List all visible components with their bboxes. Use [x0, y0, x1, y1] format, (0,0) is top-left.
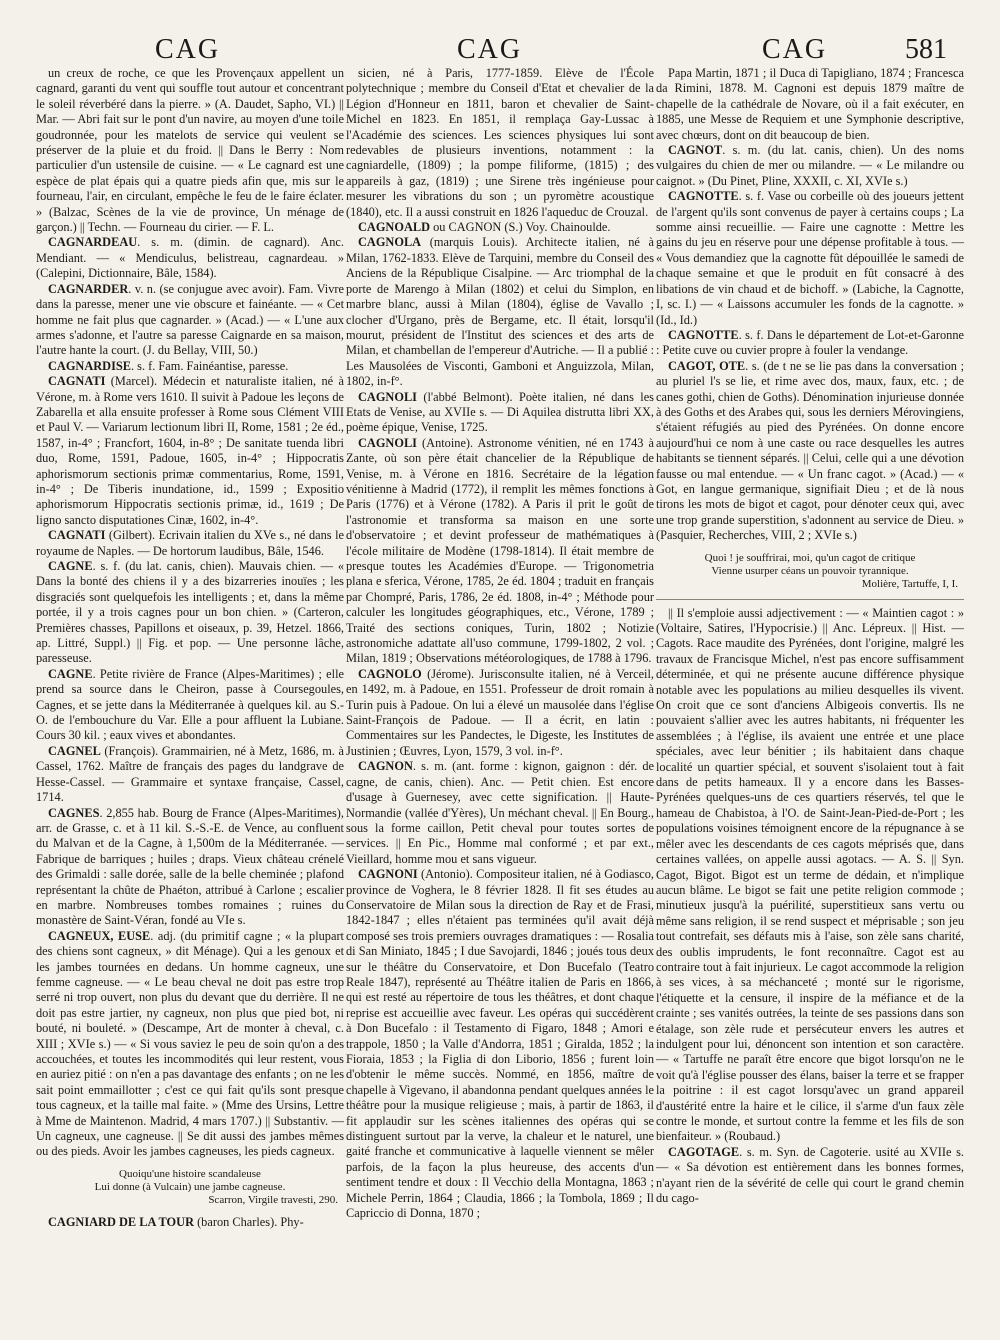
headword: CAGNEUX, EUSE [48, 928, 151, 943]
headword: CAGNOTTE [668, 189, 739, 204]
column-3 [656, 66, 964, 1338]
entry-cagotage: CAGOTAGE. s. m. Syn. de Cagoterie. usité au XVIIe s. — « Sa dévotion est entièrement dans les bonnes formes, n'ayant rien de la sévérité de celle qui court le grand chemin du cago- [656, 1144, 964, 1206]
entry-cagne-river: CAGNE. Petite rivière de France (Alpes-Maritimes) ; elle prend sa source dans le Cheiron, passe à Coursegoules, Cagnes, et se jette dans la Méditerranée à quelques kil. au S.-O. de l'embouchure du Var. Elle a pour affluent la Lubiane. Cours 30 kil. ; eaux vives et abondantes. [36, 666, 344, 743]
entry-cagniard: CAGNIARD DE LA TOUR (baron Charles). Phy- [48, 1214, 304, 1229]
verse-line: Quoiqu'une histoire scandaleuse [119, 1167, 261, 1180]
verse-line: Vienne usurper céans un pouvoir tyrannique. [711, 564, 909, 577]
verse-line: Quoi ! je souffrirai, moi, qu'un cagot de critique [704, 551, 916, 564]
headword: CAGNATI [48, 528, 106, 543]
verse-line: Lui donne (à Vulcain) une jambe cagneuse. [94, 1180, 286, 1193]
headword: CAGNONI [358, 867, 418, 882]
headword: CAGOTAGE [668, 1144, 740, 1159]
header-right: CAG [762, 34, 828, 65]
entry-cagneux: CAGNEUX, EUSE. adj. (du primitif cagne ; « la plupart des chiens sont cagneux, » dit Ménage). Qui a les genoux et les jambes tournées en dedans. Un homme cagneux, une femme cagneuse. — « Le beau cheval ne doit pas estre trop serré ni trop ouvert, non plus du devant que du derrière. Il ne doit pas estre jartier, ny cagneux, non plus que pied bot, ni bouté, ni bouleté. » (Descampe, Art de monter à cheval, c. XIII ; XVIe s.) — « Si vous saviez le peu de soin qu'on a des accouchées, et toutes les incommodités qui leur restent, vous en auriez pitié : on n'en a pas davantage des enfants ; on ne les sait point emmaillotter ; c'est ce qui fait qu'ils sont presque tous cagneux, et la taille mal faite. » (Mme des Ursins, Lettre à Mme de Maintenon. Madrid, 4 mars 1707.) || Substantiv. — Un cagneux, une cagneuse. || Se dit aussi des jambes mêmes ou des pieds. Avoir les jambes cagneuses, les pieds cagneux. [36, 928, 344, 1159]
entry-cagnola: CAGNOLA (marquis Louis). Architecte italien, né à Milan, 1762-1833. Elève de Tarquini, membre du Conseil des Anciens de la République Cisalpine. — Arc triomphal de la porte de Marengo à Milan (1802) et celui du Simplon, en marbre blanc, aussi à Milan (1804), église de Vavallo ; clocher d'Urgano, près de Bergame, etc. Il était, lorsqu'il mourut, président de l'Institut des sciences et des arts de Milan, et chambellan de l'empereur d'Autriche. — Il a publié : Les Mausolées de Visconti, Gamboni et Anguizzola, Milan, 1802, in-f°. [346, 235, 654, 389]
headword: CAGNE [48, 666, 93, 681]
entry-cagniard-cont: sicien, né à Paris, 1777-1859. Elève de l'École polytechnique ; membre du Conseil d'Etat et chevalier de la Légion d'Honneur en 1811, baron et chevalier de Saint-Michel en 1823. En 1851, il remplaça Gay-Lussac à l'Académie des sciences. Les sciences physiques lui sont redevables de plusieurs inventions, notamment : la cagniardelle, (1809) ; la pompe filiforme, (1815) ; des appareils à gaz, (1819) ; une Sirene très ingénieuse pour mesurer les vibrations du son ; un pyromètre acoustique (1840), etc. Il a aussi construit en 1826 l'aqueduc de Crouzal. [346, 66, 654, 219]
headword: CAGNIARD DE LA TOUR [48, 1214, 194, 1229]
headword: CAGNOLA [358, 235, 422, 250]
headword: CAGNES [48, 805, 100, 820]
entry-cagnoli-belmont: CAGNOLI (l'abbé Belmont). Poète italien, né dans les Etats de Venise, au XVIIe s. — Di Aquilea distrutta libri XX, poème épique, Venise, 1725. [346, 389, 654, 435]
column-1 [36, 66, 344, 1338]
entry-cagnardeau: CAGNARDEAU. s. m. (dimin. de cagnard). Anc. Mendiant. — « Mendiculus, belistreau, cagnardeau. » (Calepini, Dictionnaire, Bâle, 1584). [36, 235, 344, 281]
entry-cagot-cont: || Il s'emploie aussi adjectivement : — « Maintien cagot : » (Voltaire, Satires, l'Hypocrisie.) || Anc. Lépreux. || Hist. — Cagots. Race maudite des Pyrénées, dont l'origine, malgré les travaux de Francisque Michel, n'est pas encore suffisamment déterminée, et qui ne présente aucune différence physique notable avec les populations au milieu desquelles ils vivent. On croit que ce sont d'anciens Albigeois convertis. Ils ne pouvaient s'allier avec les autres habitants, ni fréquenter les assemblées ; à l'église, ils avaient une entrée et une place spéciales, avec leur bénitier ; ils habitaient dans chaque localité un quartier spécial, et souvent s'isolaient tout à fait dans de petits hameaux. Il y a encore dans les Basses-Pyrénées quelques-uns de ces quartiers réservés, tel que le hameau de Chabistoa, à l'O. de Saint-Jean-Pied-de-Port ; les populations voisines témoignent encore de la répugnance à se mêler avec les descendants de ces cagots méprisés que, dans certaines vallées, on appelle aussi agotacs. — A. S. || Syn. Cagot, Bigot. Bigot est un terme de dédain, et n'implique aucun blâme. Le bigot se fait une petite religion commode ; minutieux jusqu'à la puérilité, superstitieux sans vertu ou même sans religion, il se rend suspect et méprisable ; son jeu tout contrefait, ses défauts mis à l'aise, son zèle sans charité, des oublis imprudents, le font reconnaître. Cagot est au contraire tout à fait injurieux. Le cagot accommode la religion à ses vices, à sa méchanceté ; monté sur le rigorisme, l'étiquette et la censure, il inspire de la méfiance et de la crainte ; ses vanités outrées, la teinte de ses passions dans son étalage, son zèle rude et persécuteur envers les autres et indulgent pour lui, dénoncent son intention et son caractère. — « Tartuffe ne paraît être encore que bigot lorsqu'on ne le voit qu'à l'église pousser des élans, baiser la terre et se frapper la poitrine : il est cagot lorsqu'avec un grand appareil d'austérité entre la haire et le cilice, il s'arme d'un faux zèle contre le monde, et surtout contre la femme et les fils de son bienfaiteur. » (Roubaud.) [656, 605, 964, 1144]
entry-cagnoni-cont: Papa Martin, 1871 ; il Duca di Tapigliano, 1874 ; Francesca da Rimini, 1878. M. Cagnoni est depuis 1879 maître de chapelle de la cathédrale de Novare, où il a fait exécuter, en 1885, une Messe de Requiem et une Symphonie descriptive, avec chœurs, dont on dit beaucoup de bien. [656, 66, 964, 142]
verse-source: Molière, Tartuffe, I, I. [861, 577, 958, 590]
header-center: CAG [457, 34, 523, 65]
headword: CAGNEL [48, 743, 101, 758]
headword: CAGNOLI [358, 435, 417, 450]
entry-cagnoald: CAGNOALD ou CAGNON (S.) Voy. Chainoulde. [358, 220, 611, 235]
entry-cagnarder: CAGNARDER. v. n. (se conjugue avec avoir). Fam. Vivre dans la paresse, mener une vie obscure et fainéante. — « Cet homme ne fait plus que cagnarder. » (Acad.) — « L'une aux armes s'adonne, et l'autre sa paresse Caignarde en sa maison, l'autre hante la court. (J. du Bellay, VIII, 50.) [36, 281, 344, 358]
entry-cagot: CAGOT, OTE. s. (de t ne se lie pas dans la conversation ; au pluriel l's se lie, et rime avec dos, maux, faux, etc. ; de canes gothi, chien de Goths). Dénomination injurieuse donnée à des Goths et des Arabes qui, sous les derniers Mérovingiens, s'étaient réfugiés au pied des Pyrénées. On donne encore aujourd'hui ce nom à une caste ou race desquelles les autres habitants se tiennent séparés. || Celui, celle qui a une dévotion fausse ou mal entendue. — « Un franc cagot. » (Acad.) — « Got, en langue germanique, signifiait Dieu ; et de là nous tirons les mots de bigot et cagot, pour dénoter ceux qui, avec une trop grande superstition, s'adonnent au service de Dieu. » (Pasquier, Recherches, VIII, 2 ; XVIe s.) [656, 358, 964, 543]
headword: CAGNARDEAU [48, 235, 138, 250]
entry-cagnotte: CAGNOTTE. s. f. Vase ou corbeille où des joueurs jettent de l'argent qu'ils sont convenus de payer à certains coups ; La somme ainsi recueillie. — Faire une cagnotte : Mettre les gains du jeu en réserve pour une dépense profitable à tous. — « Vous demandiez que la cagnotte fût dépouillée le samedi de chaque semaine et que le produit en fût consacré à des libations de vin chaud et de bichoff. » (Labiche, la Cagnotte, I, sc. I.) — « Laissons accumuler les fonds de la cagnotte. » (Id., Id.) [656, 189, 964, 327]
headword: CAGNARDISE [48, 358, 131, 373]
page-number: 581 [905, 34, 947, 65]
headword: CAGNOTTE [668, 327, 739, 342]
entry-cagnoni: CAGNONI (Antonio). Compositeur italien, né à Godiasco, province de Voghera, le 8 février 1828. Il fit ses études au Conservatoire de Milan sous la direction de Ray et de Frasi, 1842-1847 ; elles n'étaient pas terminées qu'il avait déjà composé ses trois premiers ouvrages dramatiques : — Rosalia di San Miniato, 1845 ; I due Savojardi, 1846 ; joués tous deux sur le théâtre du Conservatoire, et Don Bucefalo (Teatro Reale 1847), représenté au Théâtre italien de Paris en 1866, qui est resté au répertoire de tous les théâtres, et dont chaque reprise est accueillie avec faveur. Les opéras qui succédèrent à Don Bucefalo : il Testamento di Figaro, 1848 ; Amori e trappole, 1850 ; la Valle d'Andorra, 1851 ; Giralda, 1852 ; la Fioraia, 1853 ; la Figlia di don Liborio, 1856 ; furent loin d'obtenir le même succès. Nommé, en 1856, maître de chapelle à Vigevano, il abandonna pendant quelques années le théâtre pour la musique religieuse ; mais, à partir de 1863, il fit applaudir sur les scènes italiennes des opéras qui se distinguent surtout par la verve, la chaleur et le naturel, une gaité franche et communicative à laquelle viennent se mêler parfois, de la façon la plus heureuse, des accents d'un sentiment tendre et doux : Il Vecchio della Montagna, 1863 ; Michele Perrin, 1864 ; Claudia, 1866 ; la Tombola, 1869 ; Il Capriccio di Donna, 1870 ; [346, 867, 654, 1221]
column-2 [346, 66, 654, 1338]
verse-source: Scarron, Virgile travesti, 290. [208, 1193, 338, 1206]
entry-cagnati-marcel: CAGNATI (Marcel). Médecin et naturaliste italien, né à Vérone, m. à Rome vers 1610. Il suivit à Padoue les leçons de Zabarella et alla ensuite professer à Rome sous Clément VIII et Paul V. — Variarum lectionum libri II, Rome, 1581 ; 2e éd., 1587, in-4° ; Francfort, 1604, in-8° ; De sanitate tuenda libri duo, Rome, 1591, Padoue, 1605, in-4° ; Hippocratis aphorismorum sectionis primæ commentarius, Rome, 1591, in-4° ; De Tiberis inundatione, id., 1599 ; Expositio aphorismorum Hippocratis sectionis primæ, id., 1619 ; De ligno sancto disputationes Cinæ, 1602, in-4°. [36, 374, 344, 527]
entry-cagnot: CAGNOT. s. m. (du lat. canis, chien). Un des noms vulgaires du chien de mer ou milandre. — « Le milandre ou caignot. » (Du Pinet, Pline, XXXII, c. XI, XVIe s.) [656, 143, 964, 188]
running-header [0, 30, 1000, 70]
entry-cagnotte-2: CAGNOTTE. s. f. Dans le département de Lot-et-Garonne : Petite cuve ou cuvier propre à fouler la vendange. [656, 327, 964, 358]
header-left: CAG [155, 34, 221, 65]
headword: CAGNOALD [358, 220, 431, 235]
entry-cagnardise: CAGNARDISE. s. f. Fam. Fainéantise, paresse. [48, 358, 289, 373]
entry-cagnoli-antoine: CAGNOLI (Antoine). Astronome vénitien, né en 1743 à Zante, où son père était chancelier de la République de Venise, m. à Vérone en 1816. Secrétaire de la légation vénitienne à Madrid (1772), il remplit les mêmes fonctions à Paris (1776) et à Vérone (1782). A Paris il prit le goût de l'astronomie et transforma sa maison en une sorte d'observatoire ; et devint professeur de mathématiques à l'école militaire de Modène (1798-1814). Il était membre de presque toutes les Académies d'Europe. — Trigonometria plana e sferica, Vérone, 1785, 2e éd. 1804 ; traduit en français par Chompré, Paris, 1786, 2e éd. 1808, in-4° ; Méthode pour calculer les longitudes géographiques, etc., Vérone, 1789 ; Traité des sections coniques, Turin, 1802 ; Notizie astronomiche adattate all'uso commune, 1799-1802, 2 vol. ; Milan, 1819 ; Observations météorologiques, de 1788 à 1796. [346, 435, 654, 666]
headword: CAGOT, OTE [668, 358, 746, 373]
headword: CAGNOLO [358, 666, 422, 681]
verse-quote-scarron [36, 1168, 344, 1207]
entry-cagne: CAGNE. s. f. (du lat. canis, chien). Mauvais chien. — « Dans la bonté des chiens il y a des bizarreries inouïes ; les disgraciés sont quelquefois les intelligents ; et, dans la même portée, il y a trois cagnes pour un bon chien. » (Carteron, Premières chasses, Papillons et oiseaux, p. 39, Hetzel. 1866, ap. Littré, Suppl.) || Fig. et pop. — Une personne lâche, paresseuse. [36, 559, 344, 666]
headword: CAGNARDER [48, 281, 129, 296]
divider-rule [656, 599, 964, 600]
entry-cagnel: CAGNEL (François). Grammairien, né à Metz, 1686, m. à Cassel, 1762. Maître de français des pages du landgrave de Hesse-Cassel. — Grammaire et syntaxe française, Cassel, 1714. [36, 743, 344, 805]
entry-cagnolo: CAGNOLO (Jérome). Jurisconsulte italien, né à Verceil, en 1492, m. à Padoue, en 1551. Professeur de droit romain à Turin puis à Padoue. On lui a élevé un mausolée dans l'église Saint-François de Padoue. — Il a écrit, en latin : Commentaires sur les Pandectes, le Digeste, les Institutes de Justinien ; Œuvres, Lyon, 1579, 3 vol. in-f°. [346, 666, 654, 758]
headword: CAGNE [48, 559, 93, 573]
headword: CAGNON [358, 759, 413, 774]
entry-cagnon: CAGNON. s. m. (ant. forme : kignon, gaignon : dér. de cagne, de canis, chien). Anc. — Petit chien. Est encore d'usage à Guernesey, avec cette signification. || Haute-Normandie (vallée d'Yères), Un méchant cheval. || En Bourg., sous la forme caillon, Petit cheval pour toutes sortes de services. || En Pic., Homme mal conformé ; et par ext., Vieillard, homme mou et sans vigueur. [346, 759, 654, 866]
headword: CAGNATI [48, 374, 106, 389]
headword: CAGNOT [668, 143, 723, 158]
entry-cagnes: CAGNES. 2,855 hab. Bourg de France (Alpes-Maritimes), arr. de Grasse, c. et à 11 kil. S.-S.-E. de Vence, au confluent du Malvan et de la Cagne, à 1,500m de la Méditerranée. — Fabrique de barriques ; huiles ; draps. Vieux château crénelé des Grimaldi : salle dorée, salle de la belle cheminée ; plafond représentant la chûte de Phaéton, attribué à Carlone ; escalier en marbre. Nombreuses tombes romaines ; ruines du monastère de Saint-Véran, fondé au VIe s. [36, 805, 344, 928]
text-columns [0, 66, 1000, 1338]
entry-cagnati-gilbert: CAGNATI (Gilbert). Ecrivain italien du XVe s., né dans le royaume de Naples. — De hortorum laudibus, Bâle, 1546. [36, 528, 344, 558]
entry-cagnard-cont: un creux de roche, ce que les Provençaux appellent un cagnard, garanti du vent qui souffle tout autour et concentrant le soleil réverbéré dans la pierre. » (A. Daudet, Sapho, VI.) || Mar. — Abri fait sur le pont d'un navire, au moyen d'une toile goudronnée, pour les matelots de service qui veulent se préserver de la pluie et du froid. || Dans le Berry : Nom particulier d'un ustensile de cuisine. — « Le cagnard est une espèce de plat épais qui a quatre pieds afin que, mis sur le fourneau, l'air, en circulant, empêche le feu de le faire éclater. » (Balzac, Scènes de la vie de province, Un ménage de garçon.) || Techn. — Fourneau du cirier. — F. L. [36, 66, 344, 235]
headword: CAGNOLI [358, 389, 417, 404]
verse-quote-moliere [656, 552, 964, 591]
